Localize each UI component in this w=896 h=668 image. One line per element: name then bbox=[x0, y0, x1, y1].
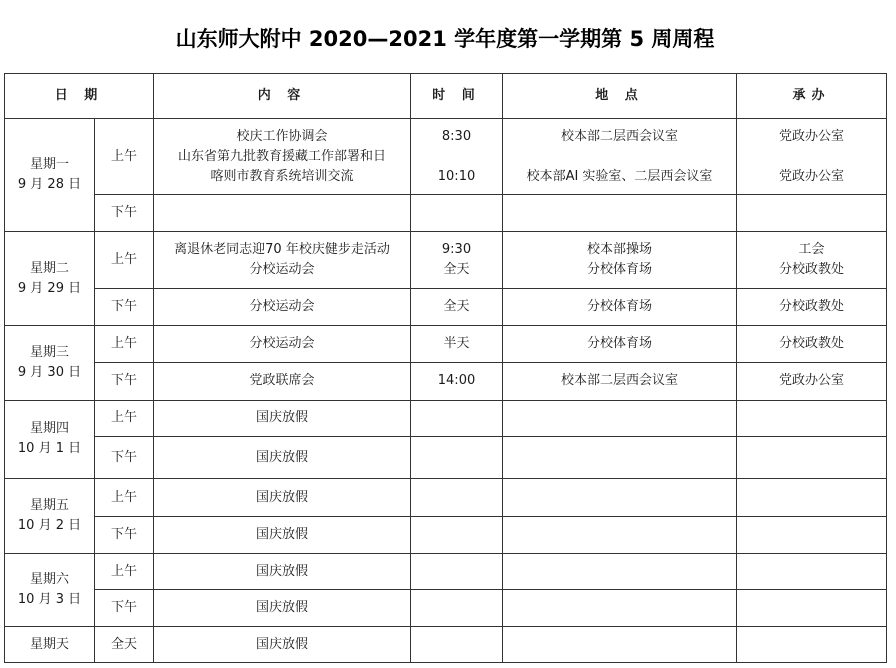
content-cell: 分校运动会 bbox=[154, 289, 411, 326]
weekday-label: 星期三 bbox=[29, 344, 69, 360]
date-label: 10 月 2 日 bbox=[17, 517, 82, 533]
period-label: 下午 bbox=[95, 195, 154, 232]
table-row bbox=[5, 118, 887, 195]
host-cell bbox=[737, 400, 887, 437]
period-label: 上午 bbox=[95, 232, 154, 289]
content-line: 离退休老同志迎70 年校庆健步走活动 bbox=[174, 242, 390, 258]
time-cell bbox=[411, 232, 503, 289]
host-cell bbox=[737, 195, 887, 232]
host-cell bbox=[737, 232, 887, 289]
time-cell bbox=[411, 590, 503, 627]
header-content: 内 容 bbox=[154, 74, 411, 119]
host-line: 分校政教处 bbox=[778, 262, 844, 278]
period-label: 上午 bbox=[95, 553, 154, 590]
table-row bbox=[5, 590, 887, 627]
table-row bbox=[5, 326, 887, 363]
table-row bbox=[5, 362, 887, 400]
day-cell bbox=[5, 479, 95, 554]
time-cell: 14:00 bbox=[411, 362, 503, 400]
host-cell bbox=[737, 590, 887, 627]
content-cell: 国庆放假 bbox=[154, 627, 411, 663]
host-cell bbox=[737, 479, 887, 517]
host-line: 工会 bbox=[798, 242, 825, 258]
weekday-label: 星期四 bbox=[29, 421, 69, 437]
place-cell bbox=[503, 590, 737, 627]
period-label: 下午 bbox=[95, 516, 154, 553]
period-label: 下午 bbox=[95, 289, 154, 326]
host-cell bbox=[737, 437, 887, 479]
content-cell: 国庆放假 bbox=[154, 553, 411, 590]
content-cell: 分校运动会 bbox=[154, 326, 411, 363]
table-row bbox=[5, 553, 887, 590]
day-cell bbox=[5, 232, 95, 326]
time-cell bbox=[411, 437, 503, 479]
time-cell bbox=[411, 516, 503, 553]
date-label: 9 月 30 日 bbox=[17, 364, 82, 380]
table-row bbox=[5, 516, 887, 553]
weekday-label: 星期二 bbox=[29, 260, 69, 276]
day-cell bbox=[5, 627, 95, 663]
content-cell: 国庆放假 bbox=[154, 479, 411, 517]
host-cell: 党政办公室 bbox=[737, 362, 887, 400]
place-cell bbox=[503, 232, 737, 289]
time-cell: 半天 bbox=[411, 326, 503, 363]
host-line: 党政办公室 bbox=[778, 128, 844, 144]
time-cell bbox=[411, 195, 503, 232]
table-row bbox=[5, 437, 887, 479]
place-cell bbox=[503, 627, 737, 663]
date-label: 9 月 29 日 bbox=[17, 280, 82, 296]
content-cell bbox=[154, 232, 411, 289]
content-line: 校庆工作协调会 bbox=[236, 128, 328, 144]
table-row bbox=[5, 232, 887, 289]
place-cell bbox=[503, 437, 737, 479]
place-cell: 校本部二层西会议室 bbox=[503, 362, 737, 400]
schedule-table bbox=[4, 73, 887, 663]
header-row bbox=[5, 74, 887, 119]
weekday-label: 星期六 bbox=[29, 571, 69, 587]
host-cell bbox=[737, 118, 887, 195]
header-time: 时 间 bbox=[411, 74, 503, 119]
content-cell: 国庆放假 bbox=[154, 400, 411, 437]
content-cell bbox=[154, 118, 411, 195]
host-cell bbox=[737, 627, 887, 663]
table-row bbox=[5, 289, 887, 326]
place-line: 校本部二层西会议室 bbox=[560, 128, 678, 144]
content-cell bbox=[154, 195, 411, 232]
table-row bbox=[5, 400, 887, 437]
period-label: 上午 bbox=[95, 326, 154, 363]
content-cell: 国庆放假 bbox=[154, 590, 411, 627]
place-cell bbox=[503, 479, 737, 517]
place-cell bbox=[503, 516, 737, 553]
time-line: 8:30 bbox=[441, 128, 472, 144]
host-cell: 分校政教处 bbox=[737, 326, 887, 363]
date-label: 10 月 1 日 bbox=[17, 441, 82, 457]
page-title: 山东师大附中 2020—2021 学年度第一学期第 5 周周程 bbox=[175, 27, 715, 51]
place-cell bbox=[503, 553, 737, 590]
place-cell: 分校体育场 bbox=[503, 326, 737, 363]
header-place: 地 点 bbox=[503, 74, 737, 119]
header-host: 承办 bbox=[737, 74, 887, 119]
place-cell bbox=[503, 195, 737, 232]
period-label: 下午 bbox=[95, 437, 154, 479]
content-line: 喀则市教育系统培训交流 bbox=[210, 168, 354, 184]
period-label: 全天 bbox=[95, 627, 154, 663]
host-line: 党政办公室 bbox=[778, 168, 844, 184]
time-cell bbox=[411, 627, 503, 663]
content-line: 分校运动会 bbox=[249, 262, 315, 278]
time-cell: 全天 bbox=[411, 289, 503, 326]
day-cell bbox=[5, 326, 95, 401]
place-cell: 分校体育场 bbox=[503, 289, 737, 326]
period-label: 下午 bbox=[95, 590, 154, 627]
table-row bbox=[5, 479, 887, 517]
content-cell: 国庆放假 bbox=[154, 516, 411, 553]
time-cell bbox=[411, 479, 503, 517]
place-cell bbox=[503, 400, 737, 437]
place-line: 校本部操场 bbox=[586, 242, 652, 258]
time-cell bbox=[411, 553, 503, 590]
time-cell bbox=[411, 400, 503, 437]
weekday-label: 星期天 bbox=[29, 636, 69, 652]
time-cell bbox=[411, 118, 503, 195]
header-date: 日 期 bbox=[5, 74, 154, 119]
host-cell bbox=[737, 553, 887, 590]
time-line: 10:10 bbox=[437, 168, 476, 184]
period-label: 上午 bbox=[95, 479, 154, 517]
content-cell: 党政联席会 bbox=[154, 362, 411, 400]
day-cell bbox=[5, 118, 95, 231]
day-cell bbox=[5, 400, 95, 479]
period-label: 下午 bbox=[95, 362, 154, 400]
weekday-label: 星期五 bbox=[29, 497, 69, 513]
time-line: 全天 bbox=[443, 262, 470, 278]
host-cell: 分校政教处 bbox=[737, 289, 887, 326]
date-label: 10 月 3 日 bbox=[17, 591, 82, 607]
place-line: 分校体育场 bbox=[586, 262, 652, 278]
table-row bbox=[5, 195, 887, 232]
place-cell bbox=[503, 118, 737, 195]
content-cell: 国庆放假 bbox=[154, 437, 411, 479]
content-line: 山东省第九批教育援藏工作部署和日 bbox=[177, 148, 386, 164]
date-label: 9 月 28 日 bbox=[17, 177, 82, 193]
period-label: 上午 bbox=[95, 400, 154, 437]
day-cell bbox=[5, 553, 95, 626]
place-line: 校本部AI 实验室、二层西会议室 bbox=[526, 168, 713, 184]
period-label: 上午 bbox=[95, 118, 154, 195]
host-cell bbox=[737, 516, 887, 553]
time-line: 9:30 bbox=[441, 242, 472, 258]
weekday-label: 星期一 bbox=[29, 157, 69, 173]
table-row bbox=[5, 627, 887, 663]
